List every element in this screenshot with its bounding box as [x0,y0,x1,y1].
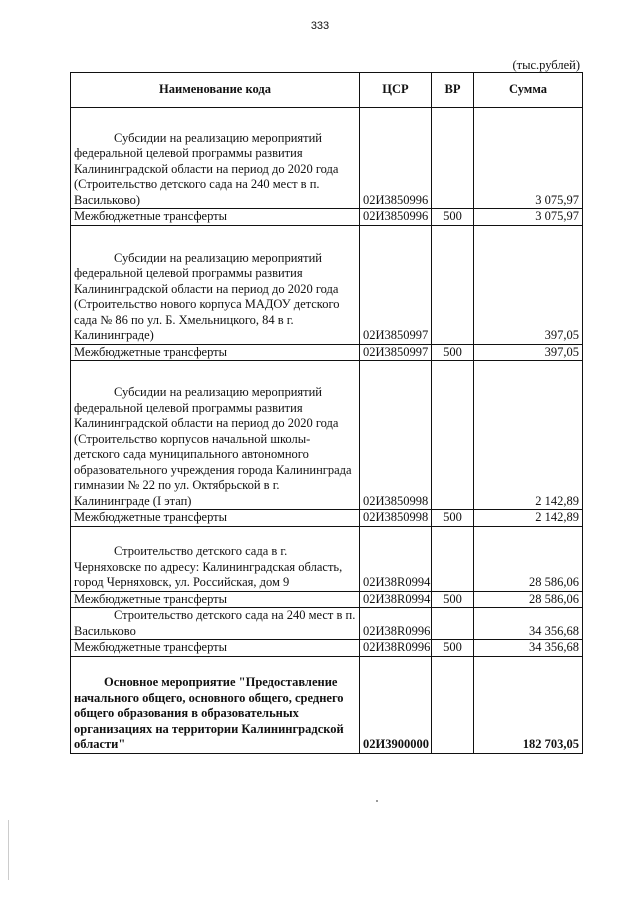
row-csr: 02И3850996 [360,108,432,209]
row-vr: 500 [432,344,474,361]
row-vr: 500 [432,640,474,657]
row-amount: 397,05 [474,225,583,344]
row-name: Межбюджетные трансферты [71,510,360,527]
row-csr: 02И38R0994 [360,591,432,608]
row-name: Субсидии на реализацию мероприятий федеральной целевой программы развития Калининградской области на период до 2020 года (Строительство нового корпуса МАДОУ детского сада № 86 по ул. Б. Хмельницкого, 84 в г. Калининграде) [71,225,360,344]
header-name: Наименование кода [71,73,360,108]
table-row [71,640,583,657]
budget-table [70,72,583,754]
row-amount: 34 356,68 [474,608,583,640]
row-csr: 02И38R0994 [360,526,432,591]
row-vr [432,361,474,510]
row-csr: 02И3850998 [360,361,432,510]
row-name: Межбюджетные трансферты [71,591,360,608]
row-vr: 500 [432,510,474,527]
table-row [71,608,583,640]
table-row [71,344,583,361]
table-header-row [71,73,583,108]
header-csr: ЦСР [360,73,432,108]
row-name: Субсидии на реализацию мероприятий федеральной целевой программы развития Калининградской области на период до 2020 года (Строительство детского сада на 240 мест в п. Васильково) [71,108,360,209]
row-vr [432,608,474,640]
row-amount: 2 142,89 [474,510,583,527]
row-amount: 3 075,97 [474,209,583,226]
units-label: (тыс.рублей) [512,58,580,72]
row-name: Строительство детского сада в г. Черняховске по адресу: Калининградская область, город Черняховск, ул. Российская, дом 9 [71,526,360,591]
row-amount: 34 356,68 [474,640,583,657]
row-csr: 02И38R0996 [360,608,432,640]
row-amount: 182 703,05 [474,656,583,753]
row-csr: 02И3850997 [360,225,432,344]
header-amount: Сумма [474,73,583,108]
table-row [71,510,583,527]
page-number: 333 [310,20,330,32]
row-name: Субсидии на реализацию мероприятий федеральной целевой программы развития Калининградской области на период до 2020 года (Строительство корпусов начальной школы-детского сада муниципального автономного образовательного учреждения города Калининграда гимназии № 22 по ул. Октябрьской в г. Калининграде (I этап) [71,361,360,510]
table-row [71,361,583,510]
row-vr [432,526,474,591]
table-row-summary [71,656,583,753]
table-row [71,591,583,608]
row-name: Основное мероприятие "Предоставление начального общего, основного общего, среднего общего образования в образовательных организациях на территории Калининградской области" [71,656,360,753]
header-vr: ВР [432,73,474,108]
row-name: Межбюджетные трансферты [71,209,360,226]
row-csr: 02И38R0996 [360,640,432,657]
row-name: Строительство детского сада на 240 мест в п. Васильково [71,608,360,640]
row-name: Межбюджетные трансферты [71,344,360,361]
row-vr [432,225,474,344]
table-row [71,108,583,209]
scan-edge-mark [8,820,9,880]
row-amount: 3 075,97 [474,108,583,209]
row-csr: 02И3850997 [360,344,432,361]
row-vr: 500 [432,591,474,608]
row-amount: 28 586,06 [474,591,583,608]
row-vr [432,108,474,209]
row-name: Межбюджетные трансферты [71,640,360,657]
table-row [71,225,583,344]
row-amount: 2 142,89 [474,361,583,510]
row-amount: 397,05 [474,344,583,361]
row-csr: 02И3850998 [360,510,432,527]
scan-speck [376,800,378,802]
row-csr: 02И3900000 [360,656,432,753]
row-vr [432,656,474,753]
table-row [71,526,583,591]
row-csr: 02И3850996 [360,209,432,226]
row-vr: 500 [432,209,474,226]
row-amount: 28 586,06 [474,526,583,591]
table-row [71,209,583,226]
